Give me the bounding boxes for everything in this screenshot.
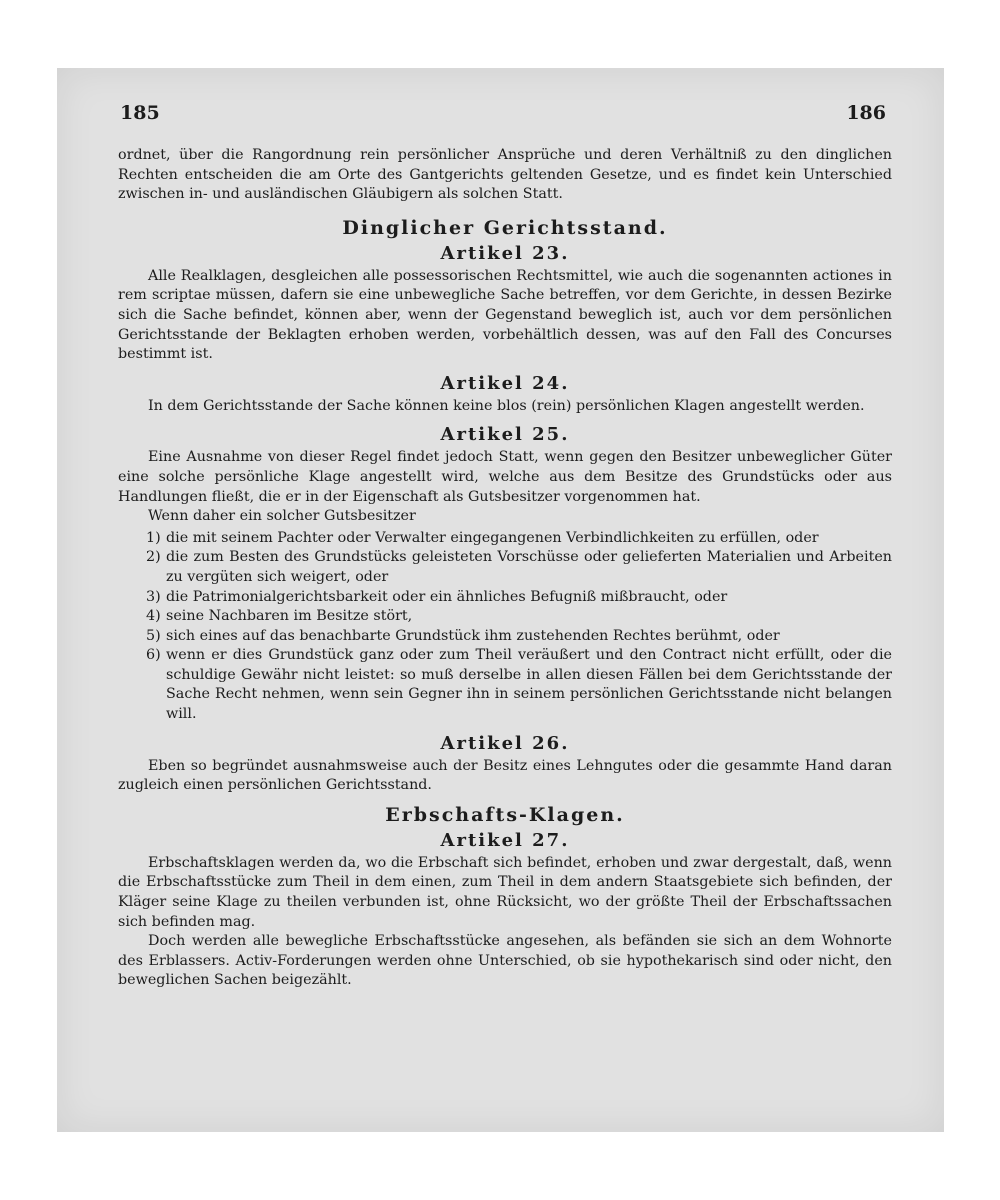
article-27-heading: Artikel 27. <box>440 829 570 851</box>
scanned-page <box>57 68 944 1132</box>
intro-paragraph: ordnet, über die Rangordnung rein persönlicher Ansprüche und deren Verhältniß zu den dinglichen Rechten entscheiden die am Orte des Gantgerichts geltenden Gesetze, und es findet kein Unterschied zwischen in- und ausländischen Gläubigern als solchen Statt. <box>118 147 892 203</box>
list-item: 3) die Patrimonialgerichtsbarkeit oder ein ähnliches Befugniß mißbraucht, oder <box>146 588 728 605</box>
article-25-text: Eine Ausnahme von dieser Regel findet jedoch Statt, wenn gegen den Besitzer unbeweglicher Güter eine solche persönliche Klage angestellt wird, welche aus dem Besitze des Grundstücks oder aus Handlungen fließt, die er in der Eigenschaft als Gutsbesitzer vorgenommen hat. <box>118 449 892 505</box>
article-23-text: Alle Realklagen, desgleichen alle possessorischen Rechtsmittel, wie auch die sogenannten actiones in rem scriptae müssen, dafern sie eine unbewegliche Sache betreffen, vor dem Gerichte, in dessen Bezirke sich die Sache befindet, können aber, wenn der Gegenstand beweglich ist, auch vor dem persönlichen Gerichtsstande der Beklagten erhoben werden, vorbehältlich dessen, was auf den Fall des Concurses bestimmt ist. <box>118 267 892 363</box>
list-item: 2) die zum Besten des Grundstücks geleisteten Vorschüsse oder gelieferten Materialien und Arbeiten zu vergüten sich weigert, oder <box>146 549 892 585</box>
article-26-heading: Artikel 26. <box>440 732 570 754</box>
article-26-text: Eben so begründet ausnahmsweise auch der Besitz eines Lehngutes oder die gesammte Hand daran zugleich einen persönlichen Gerichtsstand. <box>118 757 892 794</box>
page-body <box>118 146 892 991</box>
page-number-right: 186 <box>846 102 886 124</box>
article-24-heading: Artikel 24. <box>440 372 570 394</box>
section-heading-dinglicher-gerichtsstand: Dinglicher Gerichtsstand. <box>342 216 668 239</box>
list-item: 4) seine Nachbaren im Besitze stört, <box>146 608 413 625</box>
article-23-heading: Artikel 23. <box>440 242 570 264</box>
article-25-lead: Wenn daher ein solcher Gutsbesitzer <box>148 508 416 525</box>
article-27-text-1: Erbschaftsklagen werden da, wo die Erbschaft sich befindet, erhoben und zwar dergestalt, daß, wenn die Erbschaftsstücke zum Theil in dem einen, zum Theil in dem andern Staatsgebiete sich befinden, der Kläger seine Klage zu theilen verbunden ist, ohne Rücksicht, wo der größte Theil der Erbschaftssachen sich befinden mag. <box>118 854 892 930</box>
section-heading-erbschafts-klagen: Erbschafts-Klagen. <box>385 803 625 826</box>
article-27-text-2: Doch werden alle bewegliche Erbschaftsstücke angesehen, als befänden sie sich an dem Wohnorte des Erblassers. Activ-Forderungen werden ohne Unterschied, ob sie hypothekarisch sind oder nicht, den beweglichen Sachen beigezählt. <box>118 933 892 989</box>
list-item: 1) die mit seinem Pachter oder Verwalter eingegangenen Verbindlichkeiten zu erfüllen, oder <box>146 529 819 546</box>
article-25-list <box>118 529 892 725</box>
page-number-left: 185 <box>120 102 160 124</box>
article-25-heading: Artikel 25. <box>440 424 570 446</box>
list-item: 5) sich eines auf das benachbarte Grundstück ihm zustehenden Rechtes berühmt, oder <box>146 627 780 644</box>
article-24-text: In dem Gerichtsstande der Sache können keine blos (rein) persönlichen Klagen angestellt werden. <box>148 397 865 414</box>
list-item: 6) wenn er dies Grundstück ganz oder zum Theil veräußert und den Contract nicht erfüllt, oder die schuldige Gewähr nicht leistet: so muß derselbe in allen diesen Fällen bei dem Gerichtsstande der Sache Recht nehmen, wenn sein Gegner ihn in seinem persönlichen Gerichtsstande nicht belangen will. <box>146 647 892 723</box>
